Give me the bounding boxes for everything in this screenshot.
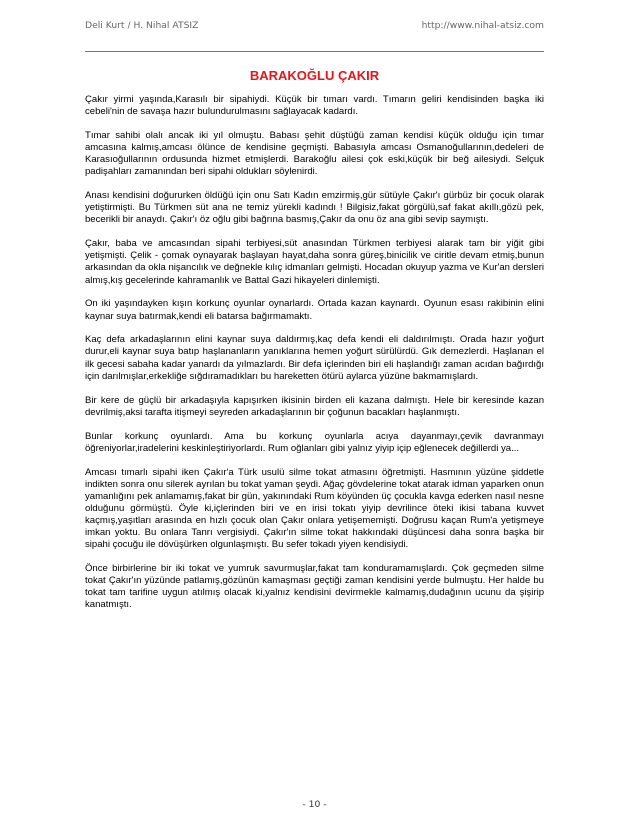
page-number: - 10 - xyxy=(302,799,327,810)
header-divider xyxy=(85,51,544,52)
paragraph: Amcası tımarlı sipahi iken Çakır'a Türk usulü silme tokat atmasını öğretmişti. Hasmının yüzüne şiddetle indikten sonra onu silerek ayrılan bu tokat yaman şeydi. Ağaç gövdelerine tokat atarak idman yaparken onun yamanlığını pek anlamamış,fakat bir gün, yakınındaki Rum köyünden üç çocukla kavga ederken nasıl nesne olduğunu görmüştü. Öyle ki,içlerinden biri ve en irisi tokatı yiyip devrilince öteki ikisi tabana kuvvet kaçmış,yaşıtları arasında en hızlı çocuk olan Çakır onlara yetişememişti. Doğrusu kaçan Rum'a yetişmeye imkan yoktu. Bu onlara Tanrı vergisiydi. Çakır'ın silme tokat hakkındaki düşüncesi daha sonra başka bir sipahi çocuğu ile dövüşürken olgunlaşmıştı. Bu sefer tokadı yiyen kendisiydi. xyxy=(85,466,544,551)
paragraph: Tımar sahibi olalı ancak iki yıl olmuştu. Babası şehit düştüğü zaman kendisi küçük olduğu için tımar amcasına kalmış,amcası ölünce de kendisine geçmişti. Babasıyla amcası Osmanoğullarının,dedeleri de Karasıoğullarının ordusunda hizmet etmişlerdi. Barakoğlu ailesi çok eski,küçük bir beğ ailesiydi. Selçuk padişahları zamanından beri sipahi oldukları söylenirdi. xyxy=(85,129,544,178)
body-text xyxy=(85,94,544,623)
chapter-title: BARAKOĞLU ÇAKIR xyxy=(249,68,380,83)
paragraph: Çakır, baba ve amcasından sipahi terbiyesi,süt anasından Türkmen terbiyesi alarak tam bir yiğit gibi yetişmişti. Çelik - çomak oynayarak başlayan hayat,daha sonra güreş,binicilik ve ciritle devam etmiş,bunun arkasından da okla nişancılık ve değnekle kılıç idmanları gelmişti. Hocadan okuyup yazma ve Kur'an dersleri almış,kış gecelerinde kahramanlık ve Battal Gazi hikayeleri dinlemişti. xyxy=(85,238,544,286)
header-book-title: Deli Kurt / H. Nihal ATSIZ xyxy=(85,20,199,31)
header-website-url: http://www.nihal-atsiz.com xyxy=(421,20,544,31)
paragraph: Bir kere de güçlü bir arkadaşıyla kapışırken ikisinin birden eli kazana dalmıştı. Hele bir keresinde kazan devrilmiş,aksi tarafta itişmeyi seyreden arkadaşlarının bir çoğunun bacakları haşlanmıştı. xyxy=(85,394,544,418)
page-header xyxy=(85,20,544,34)
paragraph: On iki yaşındayken kışın korkunç oyunlar oynarlardı. Ortada kazan kaynardı. Oyunun esası rakibinin elini kaynar suya batırmak,kendi eli batarsa bağırmamaktı. xyxy=(85,298,544,322)
paragraph: Bunlar korkunç oyunlardı. Ama bu korkunç oyunlarla acıya dayanmayı,çevik davranmayı öğreniyorlar,iradelerini keskinleştiriyorlardı. Rum oğlanları gibi yalnız yiyip içip eğlenecek değillerdi ya... xyxy=(85,430,544,454)
paragraph: Kaç defa arkadaşlarının elini kaynar suya daldırmış,kaç defa kendi eli daldırılmıştı. Orada hazır yoğurt durur,eli kaynar suya batıp haşlananların yanıklarına hemen yoğurt sürülürdü. Gık demezlerdi. Haşlanan el ilk gecesi sabaha kadar yanardı da yılmazlardı. Bir defa içlerinden biri eli haşlandığı zaman acıdan bağırdığı için darılmışlar,erkekliğe sığdıramadıkları bu hareketten ötürü aylarca yüzüne bakmamışlardı. xyxy=(85,334,544,382)
paragraph: Anası kendisini doğururken öldüğü için onu Satı Kadın emzirmiş,gür sütüyle Çakır'ı gürbüz bir çocuk olarak yetiştirmişti. Bu Türkmen süt ana ne temiz yürekli kadındı ! Bilgisiz,fakat görgülü,saf fakat akıllı,gözü pek, becerikli bir anaydı. Çakır'ı öz oğlu gibi bağrına basmış,Çakır da onu öz ana gibi sevip saymıştı. xyxy=(85,190,544,226)
paragraph: Önce birbirlerine bir iki tokat ve yumruk savurmuşlar,fakat tam konduramamışlardı. Çok geçmeden silme tokat Çakır'ın yüzünde patlamış,gözünün kamaşması geçtiği zaman kendisini yerde bulmuştu. Her halde bu tokat tam tarifine uygun atılmış olacak ki,yalnız kendisini devirmekle kalmamış,dudağının ucunu da şişirip kanatmıştı. xyxy=(85,562,544,611)
paragraph: Çakır yirmi yaşında,Karasılı bir sipahiydi. Küçük bir tımarı vardı. Tımarın geliri kendisinden başka iki cebeli'nin de savaşa hazır bulundurulmasını sağlayacak kadardı. xyxy=(85,94,544,118)
